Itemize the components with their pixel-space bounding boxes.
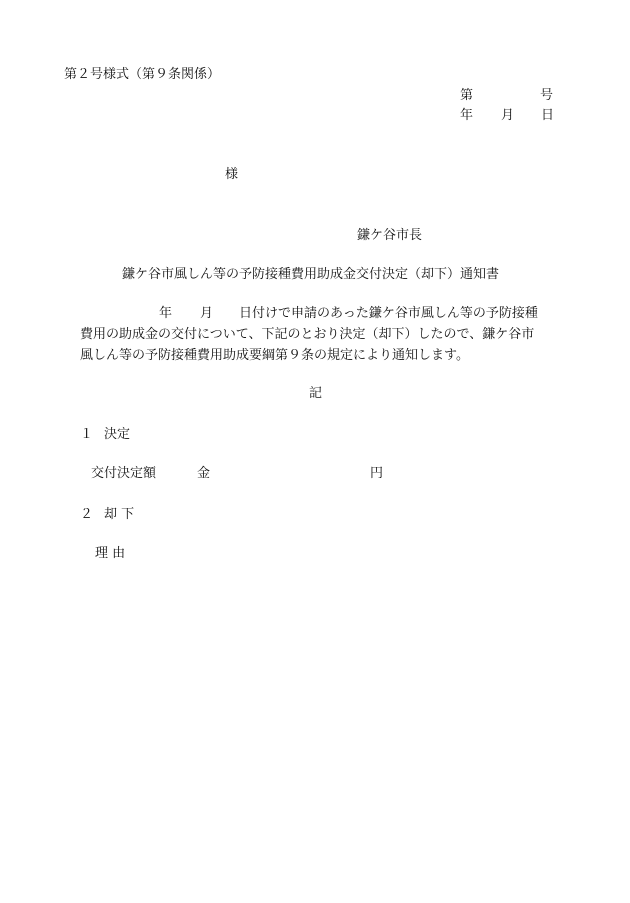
section-rejection-title: 却 下 — [104, 507, 135, 522]
sender-name: 鎌ケ谷市長 — [357, 228, 423, 243]
body-date-month: 月 — [200, 306, 214, 321]
issue-date-month: 月 — [501, 108, 515, 123]
document-title: 鎌ケ谷市風しん等の予防接種費用助成金交付決定（却下）通知書 — [122, 267, 500, 282]
body-line-3: 風しん等の予防接種費用助成要綱第９条の規定により通知します。 — [80, 348, 469, 363]
body-line-1: 日付けで申請のあった鎌ケ谷市風しん等の予防接種 — [239, 306, 538, 321]
issue-date-year: 年 — [460, 108, 474, 123]
addressee-honorific: 様 — [225, 167, 239, 182]
section-decision-number: １ — [80, 427, 94, 442]
grant-amount-label: 交付決定額 — [91, 466, 157, 481]
section-decision-title: 決定 — [104, 427, 131, 442]
form-identifier: 第２号様式（第９条関係） — [64, 67, 221, 82]
grant-amount-suffix: 円 — [370, 466, 384, 481]
document-number-suffix: 号 — [540, 88, 554, 103]
issue-date-day: 日 — [541, 108, 555, 123]
body-date-year: 年 — [159, 306, 173, 321]
body-line-2: 費用の助成金の交付について、下記のとおり決定（却下）したので、鎌ケ谷市 — [80, 327, 535, 342]
section-rejection-number: ２ — [80, 507, 94, 522]
body-paragraph — [80, 307, 556, 367]
rejection-reason-label: 理 由 — [95, 546, 126, 561]
note-heading: 記 — [309, 386, 323, 401]
document-number-prefix: 第 — [460, 88, 474, 103]
grant-amount-prefix: 金 — [197, 466, 211, 481]
